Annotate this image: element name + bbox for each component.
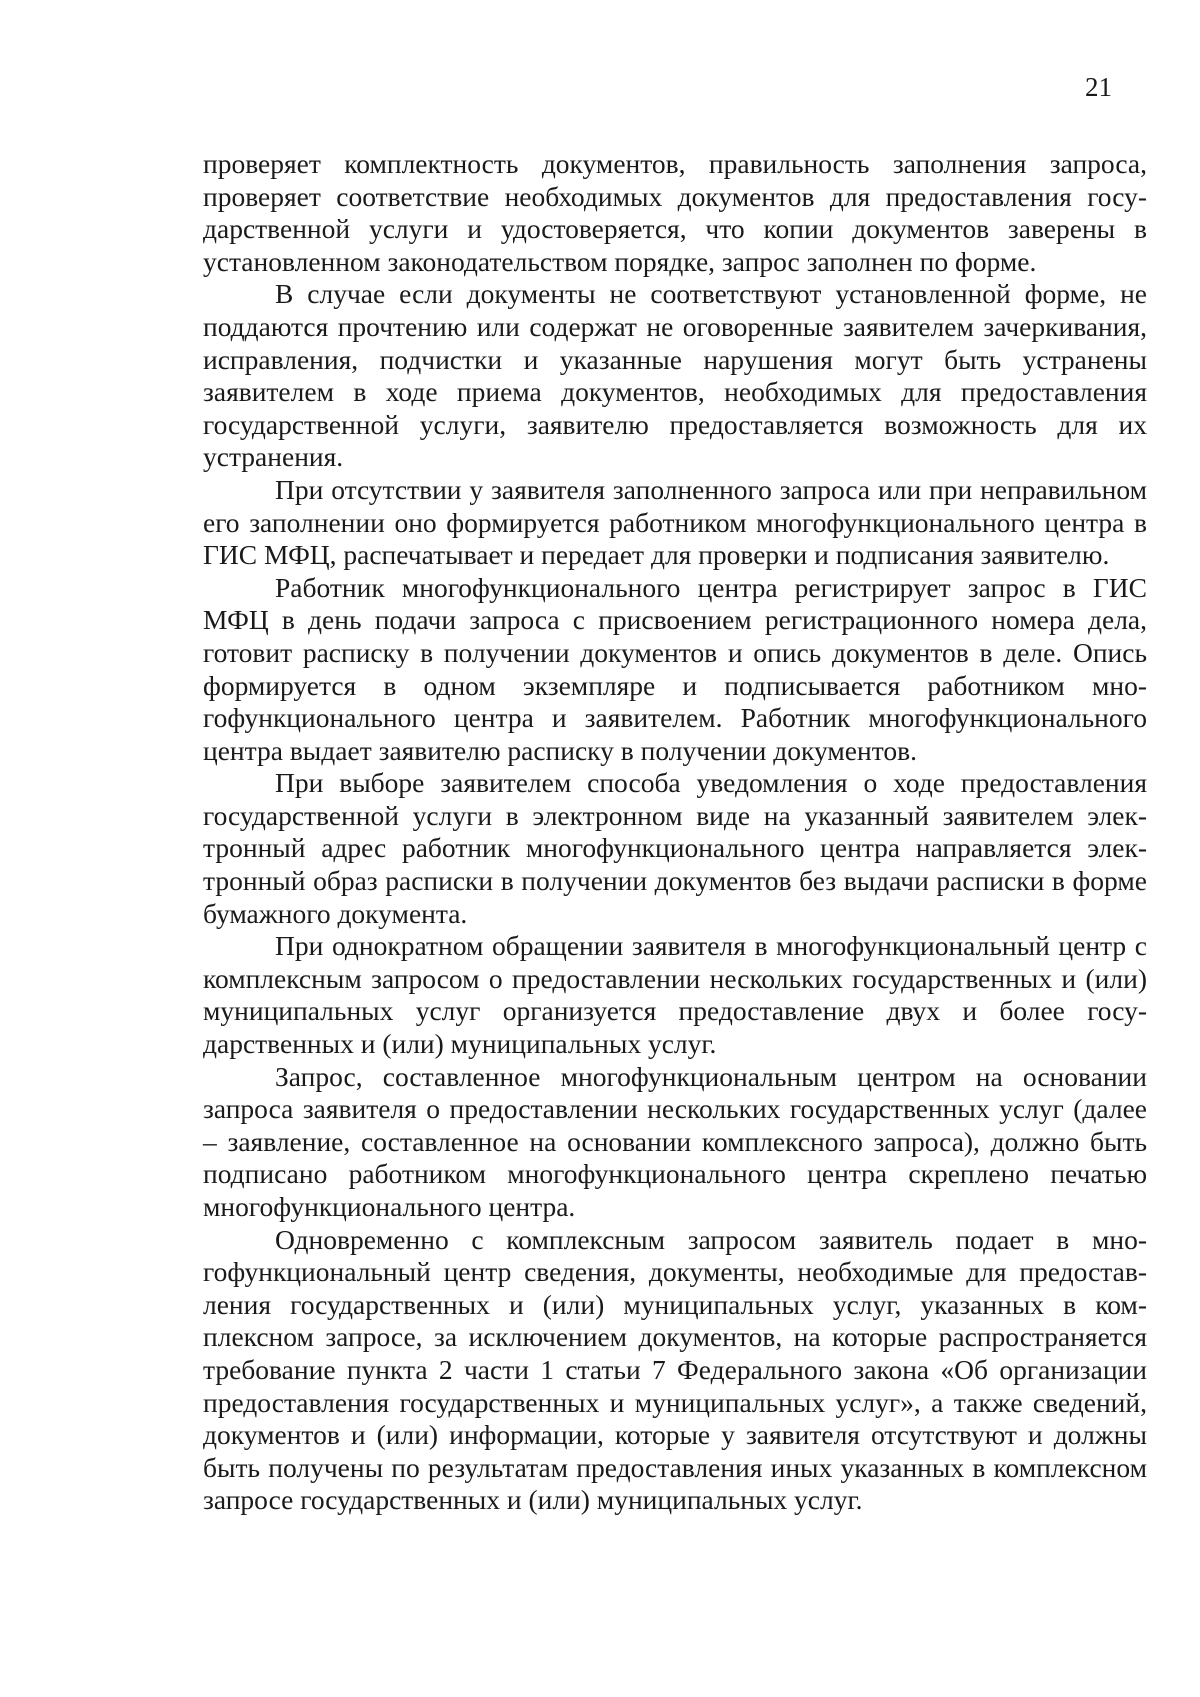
paragraph-7: Запрос, составленное многофункциональным центром на основании запроса заявителя о предоставлении нескольких государственных услуг (далее – заявление, составленное на основании комплексного запроса), должно быть подписано работником многофункционального центра скреплено печатью многофункционального центра. bbox=[203, 1060, 1147, 1222]
paragraph-6: При однократном обращении заявителя в многофункциональный центр с комплексным запросом о предоставлении нескольких государственных и (или) муниципальных услуг организуется предоставление двух и более государственных и (или) муниципальных услуг. bbox=[203, 930, 1147, 1060]
paragraph-5: При выборе заявителем способа уведомления о ходе предоставления государственной услуги в электронном виде на указанный заявителем электронный адрес работник многофункционального центра направляется электронный образ расписки в получении документов без выдачи расписки в форме бумажного документа. bbox=[203, 767, 1147, 929]
paragraph-8: Одновременно с комплексным запросом заявитель подает в многофункциональный центр сведения, документы, необходимые для предоставления государственных и (или) муниципальных услуг, указанных в комплексном запросе, за исключением документов, на которые распространяется требование пункта 2 части 1 статьи 7 Федерального закона «Об организации предоставления государственных и муниципальных услуг», а также сведений, документов и (или) информации, которые у заявителя отсутствуют и должны быть получены по результатам предоставления иных указанных в комплексном запросе государственных и (или) муниципальных услуг. bbox=[203, 1223, 1147, 1516]
paragraph-1: проверяет комплектность документов, правильность заполнения запроса, проверяет соответствие необходимых документов для предоставления государственной услуги и удостоверяется, что копии документов заверены в установленном законодательством порядке, запрос заполнен по форме. bbox=[203, 148, 1147, 277]
body-text bbox=[203, 148, 1147, 1517]
paragraph-2: В случае если документы не соответствуют установленной форме, не поддаются прочтению или содержат не оговоренные заявителем зачеркивания, исправления, подчистки и указанные нарушения могут быть устранены заявителем в ходе приема документов, необходимых для предоставления государственной услуги, заявителю предоставляется возможность для их устранения. bbox=[203, 278, 1147, 473]
paragraph-3: При отсутствии у заявителя заполненного запроса или при неправильном его заполнении оно формируется работником многофункционального центра в ГИС МФЦ, распечатывает и передает для проверки и подписания заявителю. bbox=[203, 473, 1147, 571]
paragraph-4: Работник многофункционального центра регистрирует запрос в ГИС МФЦ в день подачи запроса с присвоением регистрационного номера дела, готовит расписку в получении документов и опись документов в деле. Опись формируется в одном экземпляре и подписывается работником многофункционального центра и заявителем. Работник многофункционального центра выдает заявителю расписку в получении документов. bbox=[203, 571, 1147, 766]
page-number: 21 bbox=[1085, 72, 1112, 102]
